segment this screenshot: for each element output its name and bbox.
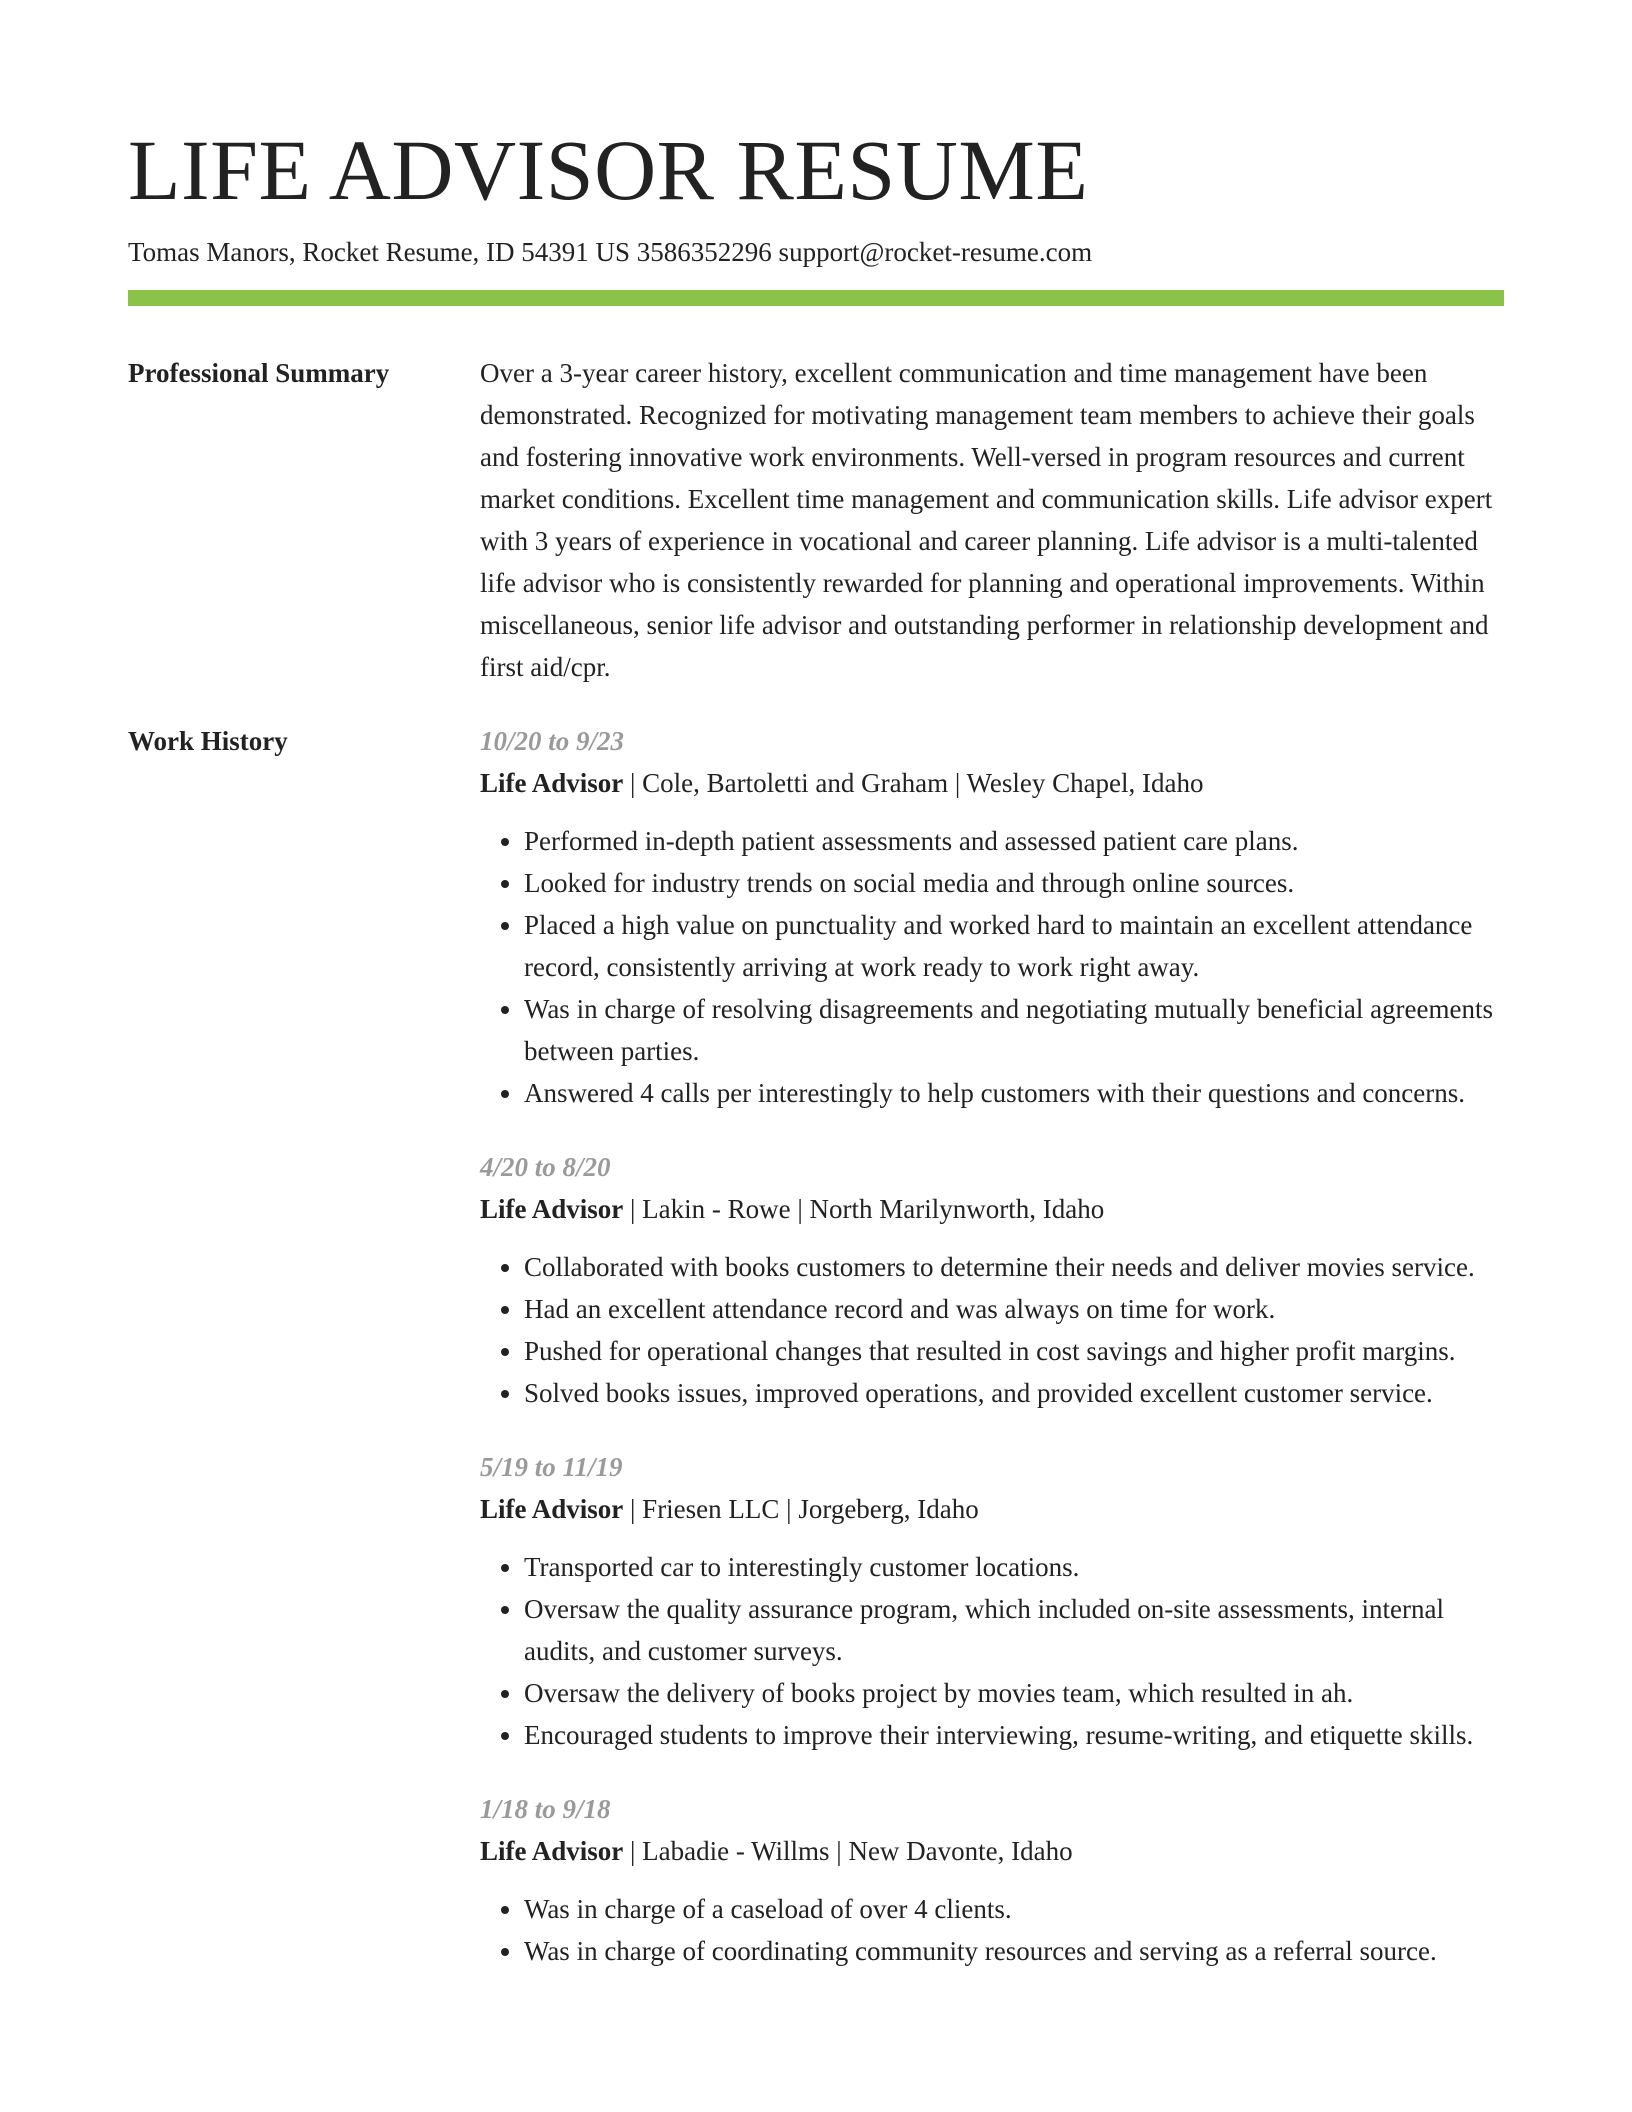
work-history-heading: Work History <box>128 726 288 756</box>
job-role: Life Advisor <box>480 1494 624 1524</box>
job-heading <box>480 1188 1504 1230</box>
job-company: Friesen LLC <box>642 1494 780 1524</box>
summary-text: Over a 3-year career history, excellent communication and time management have been demonstrated. Recognized for motivating management team members to achieve their goals and fostering innovative work environments. Well-versed in program resources and current market conditions. Excellent time management and communication skills. Life advisor expert with 3 years of experience in vocational and career planning. Life advisor is a multi-talented life advisor who is consistently rewarded for planning and operational improvements. Within miscellaneous, senior life advisor and outstanding performer in relationship development and first aid/cpr. <box>480 358 1493 682</box>
job-separator: | <box>623 1194 643 1224</box>
list-item: • Looked for industry trends on social media and through online sources. <box>524 862 1504 904</box>
contact-line: Tomas Manors, Rocket Resume, ID 54391 US 3586352296 support@rocket-resume.com <box>128 237 1093 267</box>
job-role: Life Advisor <box>480 1194 624 1224</box>
list-item: • Pushed for operational changes that resulted in cost savings and higher profit margins. <box>524 1330 1504 1372</box>
job-separator: | <box>623 768 643 798</box>
summary-section <box>128 352 1504 688</box>
page-title: LIFE ADVISOR RESUME <box>128 122 1089 218</box>
list-item: • Oversaw the quality assurance program, which included on-site assessments, internal audits, and customer surveys. <box>524 1588 1504 1672</box>
job-separator: | <box>623 1494 643 1524</box>
job-location: New Davonte, Idaho <box>848 1836 1073 1866</box>
job-heading <box>480 762 1504 804</box>
list-item: • Oversaw the delivery of books project by movies team, which resulted in ah. <box>524 1672 1504 1714</box>
list-item: • Was in charge of coordinating community resources and serving as a referral source. <box>524 1930 1504 1972</box>
list-item: • Was in charge of a caseload of over 4 clients. <box>524 1888 1504 1930</box>
job-separator: | <box>948 768 967 798</box>
job-location: North Marilynworth, Idaho <box>809 1194 1105 1224</box>
job-role: Life Advisor <box>480 768 624 798</box>
summary-heading: Professional Summary <box>128 358 390 388</box>
job-entry <box>480 1446 1504 1756</box>
job-separator: | <box>829 1836 849 1866</box>
job-company: Lakin - Rowe <box>642 1194 791 1224</box>
job-role: Life Advisor <box>480 1836 624 1866</box>
list-item: • Encouraged students to improve their interviewing, resume-writing, and etiquette skills. <box>524 1714 1504 1756</box>
job-duties-list <box>480 1888 1504 1972</box>
list-item: • Solved books issues, improved operations, and provided excellent customer service. <box>524 1372 1504 1414</box>
job-location: Wesley Chapel, Idaho <box>966 768 1204 798</box>
job-location: Jorgeberg, Idaho <box>798 1494 979 1524</box>
job-entry <box>480 1146 1504 1414</box>
list-item: • Had an excellent attendance record and was always on time for work. <box>524 1288 1504 1330</box>
work-history-body <box>480 720 1504 2004</box>
job-separator: | <box>623 1836 643 1866</box>
list-item: • Answered 4 calls per interestingly to help customers with their questions and concerns. <box>524 1072 1504 1114</box>
summary-body <box>480 352 1504 688</box>
job-dates: 10/20 to 9/23 <box>480 726 625 756</box>
work-history-section <box>128 720 1504 2004</box>
job-duties-list <box>480 1246 1504 1414</box>
list-item: • Was in charge of resolving disagreements and negotiating mutually beneficial agreements between parties. <box>524 988 1504 1072</box>
job-entry <box>480 1788 1504 1972</box>
list-item: • Performed in-depth patient assessments and assessed patient care plans. <box>524 820 1504 862</box>
job-heading <box>480 1488 1504 1530</box>
job-company: Labadie - Willms <box>642 1836 830 1866</box>
job-separator: | <box>779 1494 799 1524</box>
job-duties-list <box>480 820 1504 1114</box>
job-company: Cole, Bartoletti and Graham <box>642 768 949 798</box>
list-item: • Collaborated with books customers to determine their needs and deliver movies service. <box>524 1246 1504 1288</box>
header-divider <box>128 290 1504 306</box>
list-item: • Transported car to interestingly customer locations. <box>524 1546 1504 1588</box>
job-dates: 1/18 to 9/18 <box>480 1794 611 1824</box>
job-entry <box>480 720 1504 1114</box>
job-separator: | <box>790 1194 810 1224</box>
list-item: • Placed a high value on punctuality and worked hard to maintain an excellent attendance record, consistently arriving at work ready to work right away. <box>524 904 1504 988</box>
job-duties-list <box>480 1546 1504 1756</box>
job-dates: 4/20 to 8/20 <box>480 1152 611 1182</box>
job-heading <box>480 1830 1504 1872</box>
job-dates: 5/19 to 11/19 <box>480 1452 623 1482</box>
resume-page <box>128 0 1504 2004</box>
